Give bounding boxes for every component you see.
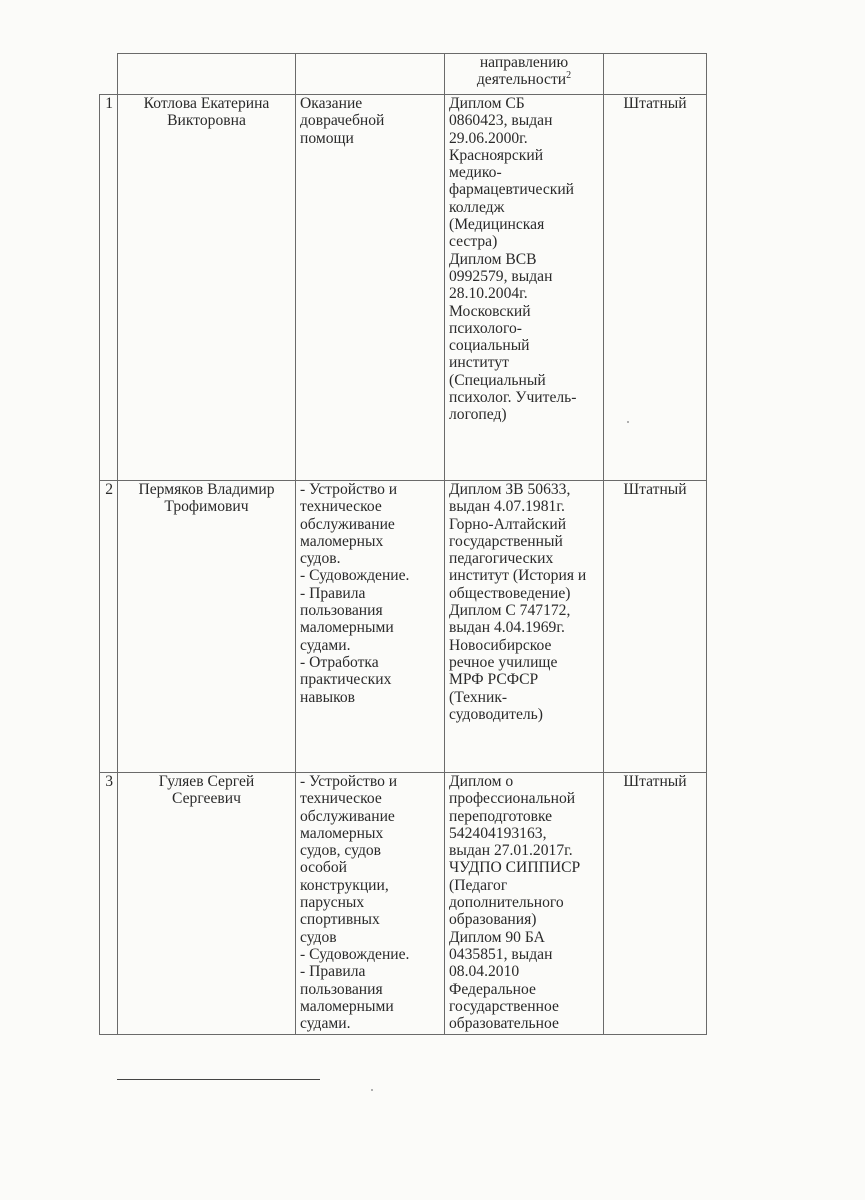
footnote-ref: 2 [566,70,572,82]
table-row [100,773,707,1035]
header-cell-employment [604,54,707,95]
diploma-line: выдан 4.04.1969г. [449,619,565,637]
table-row [100,481,707,773]
diploma-line: образования) [449,911,537,929]
subject-line: судов, судов [300,842,382,860]
subject-line: доврачебной [300,112,385,130]
table-header-continuation [100,54,707,95]
diploma-line: Диплом С 747172, [449,602,571,620]
subject-line: - Судовождение. [300,945,410,963]
subject-line: Оказание [300,95,363,112]
diploma-line: государственное [449,997,559,1015]
diploma-line: институт [449,354,509,372]
diploma-line: переподготовке [449,807,553,825]
diploma-line: судоводитель) [449,705,543,723]
subject-line: навыков [300,688,356,706]
diploma-line: Диплом о [449,773,514,790]
row-number-text: 3 [105,773,113,790]
diploma-line: Горно-Алтайский [449,515,567,533]
diploma-line: 28.10.2004г. [449,285,528,303]
name-line: Котлова Екатерина [143,95,270,112]
name-line: Трофимович [164,498,249,516]
diploma-line: сестра) [449,233,498,251]
subjects [296,481,445,773]
subject-line: техническое [300,498,382,516]
row-number [100,773,118,1035]
subjects [296,773,445,1035]
subject-line: пользования [300,602,383,620]
subject-line: пользования [300,980,383,998]
diploma-line: 542404193163, [449,824,547,842]
header-diploma-line-with-ref [449,71,599,88]
diploma-line: ЧУДПО СИППИСР [449,859,581,877]
employment-type [604,773,707,1035]
subject-line: спортивных [300,911,380,929]
diploma-info [445,481,604,773]
subject-line: маломерных [300,824,384,842]
diploma-line: медико- [449,164,502,182]
diploma-line: Диплом ЗВ 50633, [449,481,571,498]
diploma-line: Федеральное [449,980,536,998]
employment-type [604,95,707,481]
diploma-line: психолого- [449,319,522,337]
diploma-line: образовательное [449,1015,559,1033]
diploma-line: 0860423, выдан [449,112,553,130]
subject-line: обслуживание [300,807,395,825]
subject-line: конструкции, [300,876,389,894]
name-line: Викторовна [167,112,246,130]
header-cell-name [118,54,296,95]
subject-line: помощи [300,129,354,147]
diploma-line: выдан 27.01.2017г. [449,842,573,860]
subject-line: судов. [300,550,341,568]
diploma-line: 0435851, выдан [449,945,553,963]
teacher-name [118,773,296,1035]
subject-line: обслуживание [300,515,395,533]
row-number [100,95,118,481]
subject-line: - Правила [300,963,366,981]
diploma-line: педагогических [449,550,554,568]
employment-text: Штатный [623,773,687,790]
diploma-line: речное училище [449,653,558,671]
staff-table [99,53,707,1035]
diploma-line: Диплом СБ [449,95,525,112]
diploma-line: (Медицинская [449,216,545,234]
subjects [296,95,445,481]
header-diploma-line: направлению [479,54,569,71]
diploma-line: (Педагог [449,876,508,894]
subject-line: - Устройство и [300,773,398,790]
row-number-text: 1 [105,95,113,112]
diploma-line: Диплом ВСВ [449,250,537,268]
subject-line: - Отработка [300,653,379,671]
subject-line: маломерными [300,997,394,1015]
employment-text: Штатный [623,95,687,112]
row-number [100,481,118,773]
scan-speck [371,1089,373,1091]
subject-line: техническое [300,790,382,808]
footnote-separator [117,1079,320,1080]
diploma-line: Новосибирское [449,636,552,654]
diploma-line: колледж [449,198,505,216]
diploma-line: (Техник- [449,688,508,706]
diploma-line: (Специальный [449,371,546,389]
subject-line: - Правила [300,584,366,602]
header-diploma-line: деятельности [476,71,567,89]
table-row [100,95,707,481]
diploma-line: Красноярский [449,146,544,164]
teacher-name [118,95,296,481]
diploma-line: государственный [449,532,563,550]
row-number-text: 2 [105,481,113,498]
header-cell-diploma [445,54,604,95]
employment-text: Штатный [623,481,687,498]
diploma-line: институт (История и [449,567,587,585]
diploma-line: 0992579, выдан [449,267,553,285]
diploma-line: МРФ РСФСР [449,671,539,689]
subject-line: - Судовождение. [300,567,410,585]
name-line: Гуляев Сергей [158,773,255,790]
subject-line: маломерными [300,619,394,637]
subject-line: маломерных [300,532,384,550]
teacher-name [118,481,296,773]
diploma-line: логопед) [449,406,507,424]
diploma-info [445,773,604,1035]
header-cell-num [100,54,118,95]
diploma-line: Диплом 90 БА [449,928,545,946]
subject-line: особой [300,859,347,877]
diploma-line: дополнительного [449,894,564,912]
diploma-info [445,95,604,481]
name-line: Пермяков Владимир [138,481,275,498]
diploma-line: выдан 4.07.1981г. [449,498,565,516]
diploma-line: обществоведение) [449,584,571,602]
table-body [100,95,707,1035]
diploma-line: социальный [449,337,530,355]
subject-line: судов [300,928,337,946]
subject-line: судами. [300,1015,351,1033]
diploma-line: психолог. Учитель- [449,389,577,407]
scan-speck [627,421,629,423]
employment-type [604,481,707,773]
subject-line: парусных [300,894,365,912]
subject-line: практических [300,671,392,689]
diploma-line: 29.06.2000г. [449,129,528,147]
subject-line: судами. [300,636,351,654]
header-cell-subject [296,54,445,95]
subject-line: - Устройство и [300,481,398,498]
name-line: Сергеевич [172,790,241,808]
diploma-line: фармацевтический [449,181,575,199]
diploma-line: профессиональной [449,790,576,808]
diploma-line: 08.04.2010 [449,963,520,981]
diploma-line: Московский [449,302,531,320]
